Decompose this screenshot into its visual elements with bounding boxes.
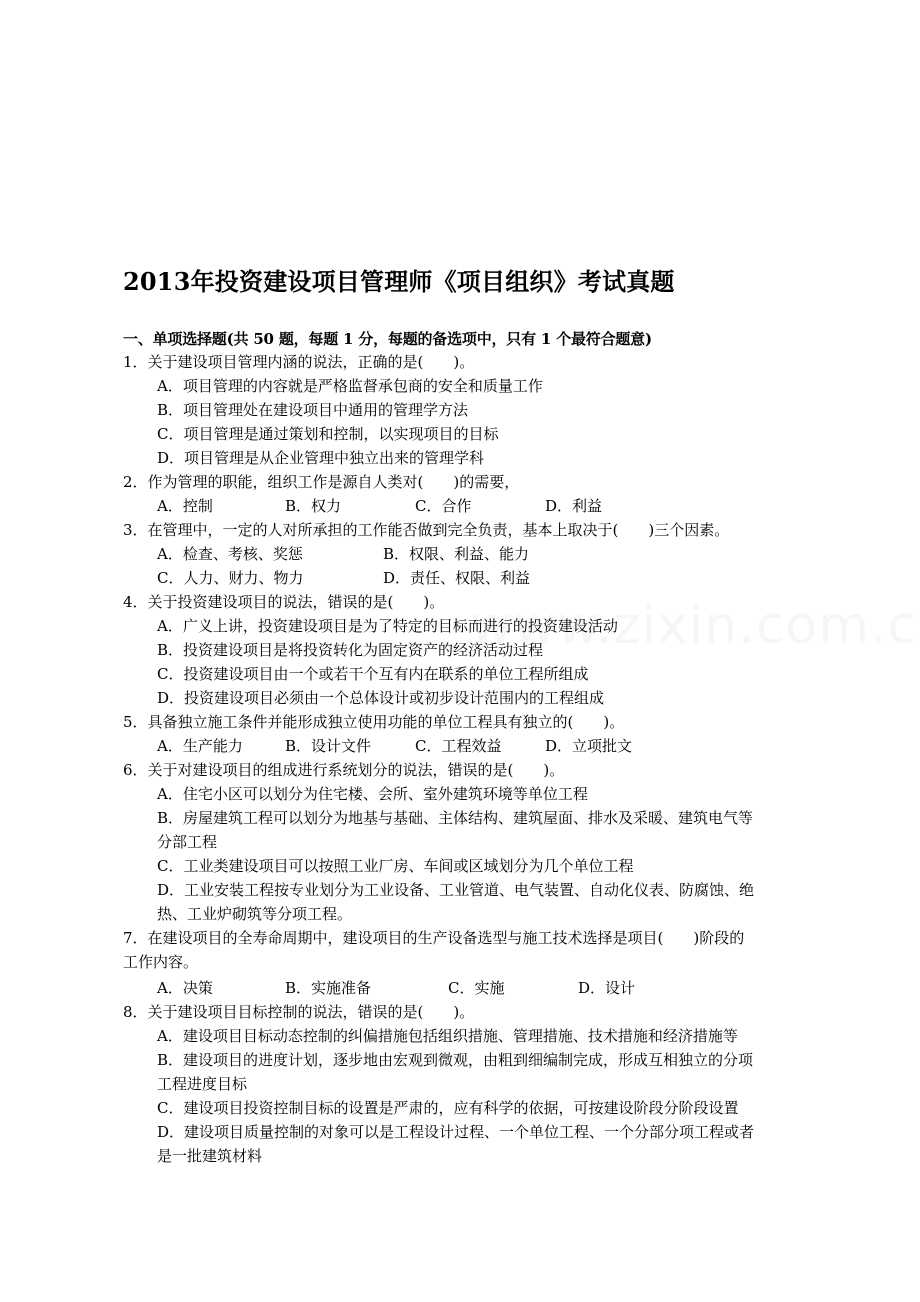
question-5-option-c: C．工程效益 [415, 737, 502, 755]
question-6-option-d-cont: 热、工业炉砌筑等分项工程。 [157, 905, 353, 923]
question-8-option-d-cont: 是一批建筑材料 [157, 1147, 263, 1165]
question-1-option-d: D．项目管理是从企业管理中独立出来的管理学科 [157, 449, 485, 467]
question-4-option-a: A．广义上讲，投资建设项目是为了特定的目标而进行的投资建设活动 [157, 617, 618, 635]
question-4-option-d: D．投资建设项目必须由一个总体设计或初步设计范围内的工程组成 [157, 689, 605, 707]
question-2-option-d: D．利益 [545, 497, 603, 515]
question-8-option-c: C．建设项目投资控制目标的设置是严肃的，应有科学的依据，可按建设阶段分阶段设置 [157, 1099, 739, 1117]
section-heading: 一、单项选择题(共 50 题，每题 1 分，每题的备选项中，只有 1 个最符合题意) [123, 330, 652, 348]
question-7-option-a: A．决策 [157, 979, 213, 997]
question-1-option-a: A．项目管理的内容就是严格监督承包商的安全和质量工作 [157, 377, 543, 395]
question-6-stem: 6．关于对建设项目的组成进行系统划分的说法，错误的是( )。 [123, 761, 565, 779]
question-5-option-d: D．立项批文 [545, 737, 633, 755]
question-8-option-d: D．建设项目质量控制的对象可以是工程设计过程、一个单位工程、一个分部分项工程或者 [157, 1123, 755, 1141]
question-7-option-c: C．实施 [448, 979, 505, 997]
question-6-option-d: D．工业安装工程按专业划分为工业设备、工业管道、电气装置、自动化仪表、防腐蚀、绝 [157, 881, 755, 899]
question-8-option-b: B．建设项目的进度计划，逐步地由宏观到微观，由粗到细编制完成，形成互相独立的分项 [157, 1051, 754, 1069]
question-7-option-b: B．实施准备 [285, 979, 372, 997]
question-5-option-b: B．设计文件 [285, 737, 372, 755]
question-7-option-d: D．设计 [578, 979, 636, 997]
question-3-option-b: B．权限、利益、能力 [383, 545, 530, 563]
question-4-option-c: C．投资建设项目由一个或若干个互有内在联系的单位工程所组成 [157, 665, 589, 683]
question-7-stem: 7．在建设项目的全寿命周期中，建设项目的生产设备选型与施工技术选择是项目( )阶段的 [123, 929, 745, 947]
question-8-option-a: A．建设项目目标动态控制的纠偏措施包括组织措施、管理措施、技术措施和经济措施等 [157, 1027, 738, 1045]
question-6-option-c: C．工业类建设项目可以按照工业厂房、车间或区域划分为几个单位工程 [157, 857, 634, 875]
question-4-option-b: B．投资建设项目是将投资转化为固定资产的经济活动过程 [157, 641, 544, 659]
question-2-stem: 2．作为管理的职能，组织工作是源自人类对( )的需要， [123, 473, 520, 491]
question-3-option-d: D．责任、权限、利益 [383, 569, 531, 587]
question-4-stem: 4．关于投资建设项目的说法，错误的是( )。 [123, 593, 445, 611]
question-3-stem: 3．在管理中，一定的人对所承担的工作能否做到完全负责，基本上取决于( )三个因素。 [123, 521, 730, 539]
question-1-stem: 1．关于建设项目管理内涵的说法，正确的是( )。 [123, 353, 475, 371]
question-1-option-b: B．项目管理处在建设项目中通用的管理学方法 [157, 401, 469, 419]
page-title: 2013年投资建设项目管理师《项目组织》考试真题 [123, 267, 675, 296]
question-8-stem: 8．关于建设项目目标控制的说法，错误的是( )。 [123, 1003, 475, 1021]
question-3-option-a: A．检查、考核、奖惩 [157, 545, 303, 563]
question-2-option-b: B．权力 [285, 497, 342, 515]
question-5-stem: 5．具备独立施工条件并能形成独立使用功能的单位工程具有独立的( )。 [123, 713, 625, 731]
question-5-option-a: A．生产能力 [157, 737, 243, 755]
question-8-option-b-cont: 工程进度目标 [157, 1075, 248, 1093]
question-6-option-a: A．住宅小区可以划分为住宅楼、会所、室外建筑环境等单位工程 [157, 785, 588, 803]
question-6-option-b: B．房屋建筑工程可以划分为地基与基础、主体结构、建筑屋面、排水及采暖、建筑电气等 [157, 809, 754, 827]
question-7-stem-cont: 工作内容。 [123, 953, 199, 971]
question-2-option-c: C．合作 [415, 497, 472, 515]
question-6-option-b-cont: 分部工程 [157, 833, 218, 851]
question-1-option-c: C．项目管理是通过策划和控制，以实现项目的目标 [157, 425, 499, 443]
question-3-option-c: C．人力、财力、物力 [157, 569, 304, 587]
question-2-option-a: A．控制 [157, 497, 213, 515]
